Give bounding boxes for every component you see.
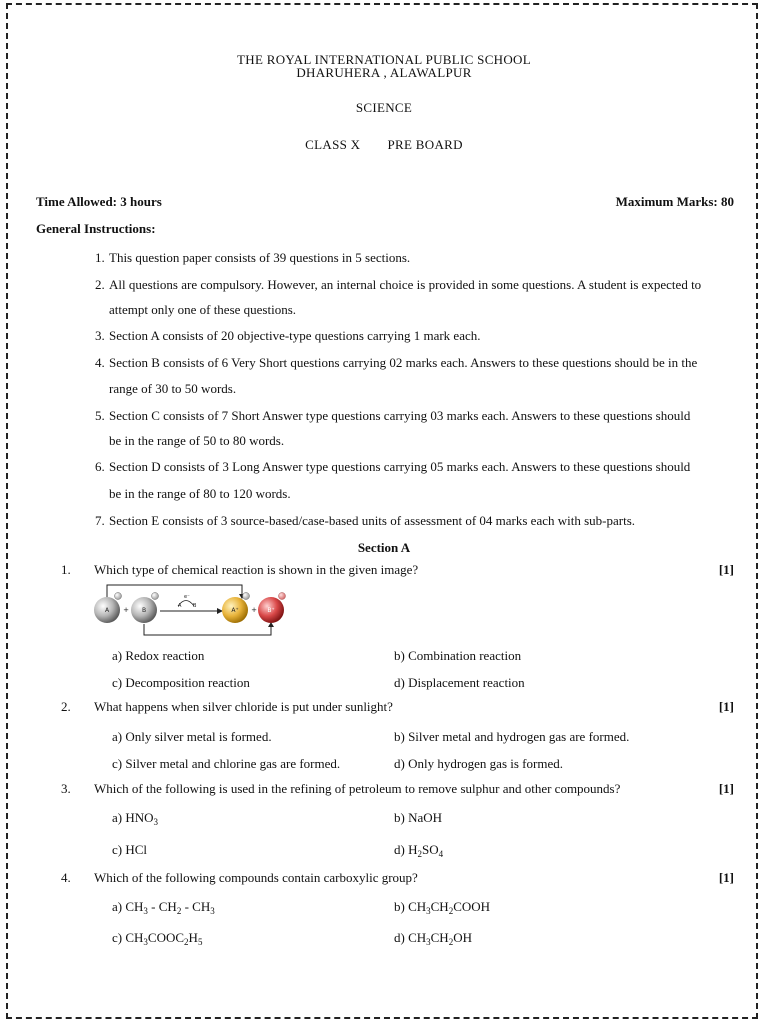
electron-ball <box>152 593 159 600</box>
option-a[interactable]: a) Redox reaction <box>112 648 205 663</box>
question-marks: [1] <box>718 870 734 885</box>
instruction-item: 2. All questions are compulsory. However, an internal choice is provided in some questions. A student is expected to <box>95 277 702 292</box>
instruction-item: 3. Section A consists of 20 objective-type questions carrying 1 mark each. <box>95 328 481 343</box>
option-b[interactable]: b) Combination reaction <box>394 648 522 663</box>
plus-sign: + <box>251 606 257 614</box>
connector-line <box>107 585 242 597</box>
electron-ball <box>243 593 250 600</box>
question-text: Which type of chemical reaction is shown in the given image? <box>94 562 419 577</box>
school-location: DHARUHERA , ALAWALPUR <box>296 65 472 80</box>
option-c[interactable]: c) Silver metal and chlorine gas are formed. <box>112 756 341 771</box>
option-a[interactable]: a) $CH_3 - CH_2 - CH_3$ <box>112 899 215 916</box>
option-d[interactable]: d) $H_2SO_4$ <box>394 842 444 859</box>
connector-line <box>144 624 271 635</box>
class-label: CLASS X <box>305 137 361 152</box>
instruction-item: 7. Section E consists of 3 source-based/case-based units of assessment of 04 marks each with sub-parts. <box>95 513 636 528</box>
instruction-continuation: be in the range of 50 to 80 words. <box>109 433 285 448</box>
class-line <box>0 137 768 153</box>
option-b[interactable]: b) $CH_3CH_2COOH$ <box>394 899 491 916</box>
electron-ball <box>279 593 286 600</box>
general-instructions-title: General Instructions: <box>36 221 156 236</box>
question-text: Which of the following compounds contain carboxylic group? <box>94 870 418 885</box>
electron-ball <box>115 593 122 600</box>
option-a[interactable]: a) Only silver metal is formed. <box>112 729 272 744</box>
school-name: THE ROYAL INTERNATIONAL PUBLIC SCHOOL <box>237 52 531 67</box>
question-number: 4. <box>61 870 71 885</box>
option-b[interactable]: b) NaOH <box>394 810 443 825</box>
atom-a-label: A <box>104 607 110 614</box>
option-c[interactable]: c) HCl <box>112 842 148 857</box>
option-d[interactable]: d) Displacement reaction <box>394 675 525 690</box>
arrow-label-b: B <box>193 603 197 609</box>
exam-label: PRE BOARD <box>387 137 463 152</box>
section-title: Section A <box>357 540 411 555</box>
instruction-continuation: range of 30 to 50 words. <box>109 381 237 396</box>
reaction-diagram <box>88 584 293 640</box>
option-c[interactable]: c) $CH_3COOC_2H_5$ <box>112 930 203 947</box>
ion-a-label: A⁺ <box>231 607 239 614</box>
option-b[interactable]: b) Silver metal and hydrogen gas are formed. <box>394 729 630 744</box>
question-marks: [1] <box>718 562 734 577</box>
page-border <box>6 3 758 1019</box>
electron-label: e⁻ <box>184 594 190 600</box>
maximum-marks: Maximum Marks: 80 <box>615 194 734 209</box>
option-d[interactable]: d) Only hydrogen gas is formed. <box>394 756 563 771</box>
question-text: What happens when silver chloride is put under sunlight? <box>94 699 393 714</box>
atom-b-label: B <box>141 607 147 614</box>
instruction-item: 5. Section C consists of 7 Short Answer type questions carrying 03 marks each. Answers to these questions should <box>95 408 691 423</box>
option-c[interactable]: c) Decomposition reaction <box>112 675 250 690</box>
ion-b-label: B⁺ <box>267 607 275 614</box>
question-marks: [1] <box>718 699 734 714</box>
question-marks: [1] <box>718 781 734 796</box>
arrow-label-a: A <box>178 603 182 609</box>
question-number: 3. <box>61 781 71 796</box>
plus-sign: + <box>123 606 129 614</box>
option-d[interactable]: d) $CH_3CH_2OH$ <box>394 930 472 947</box>
question-text: Which of the following is used in the refining of petroleum to remove sulphur and other compounds? <box>94 781 621 796</box>
question-number: 2. <box>61 699 71 714</box>
instruction-continuation: be in the range of 80 to 120 words. <box>109 486 291 501</box>
instruction-continuation: attempt only one of these questions. <box>109 302 297 317</box>
instruction-item: 6. Section D consists of 3 Long Answer type questions carrying 05 marks each. Answers to these questions should <box>95 459 691 474</box>
time-allowed: Time Allowed: 3 hours <box>36 194 162 209</box>
subject-title: SCIENCE <box>355 100 413 115</box>
question-number: 1. <box>61 562 71 577</box>
instruction-item: 1. This question paper consists of 39 questions in 5 sections. <box>95 250 411 265</box>
option-a[interactable]: a) $HNO_3$ <box>112 810 159 827</box>
instruction-item: 4. Section B consists of 6 Very Short questions carrying 02 marks each. Answers to these questions should be in the <box>95 355 698 370</box>
